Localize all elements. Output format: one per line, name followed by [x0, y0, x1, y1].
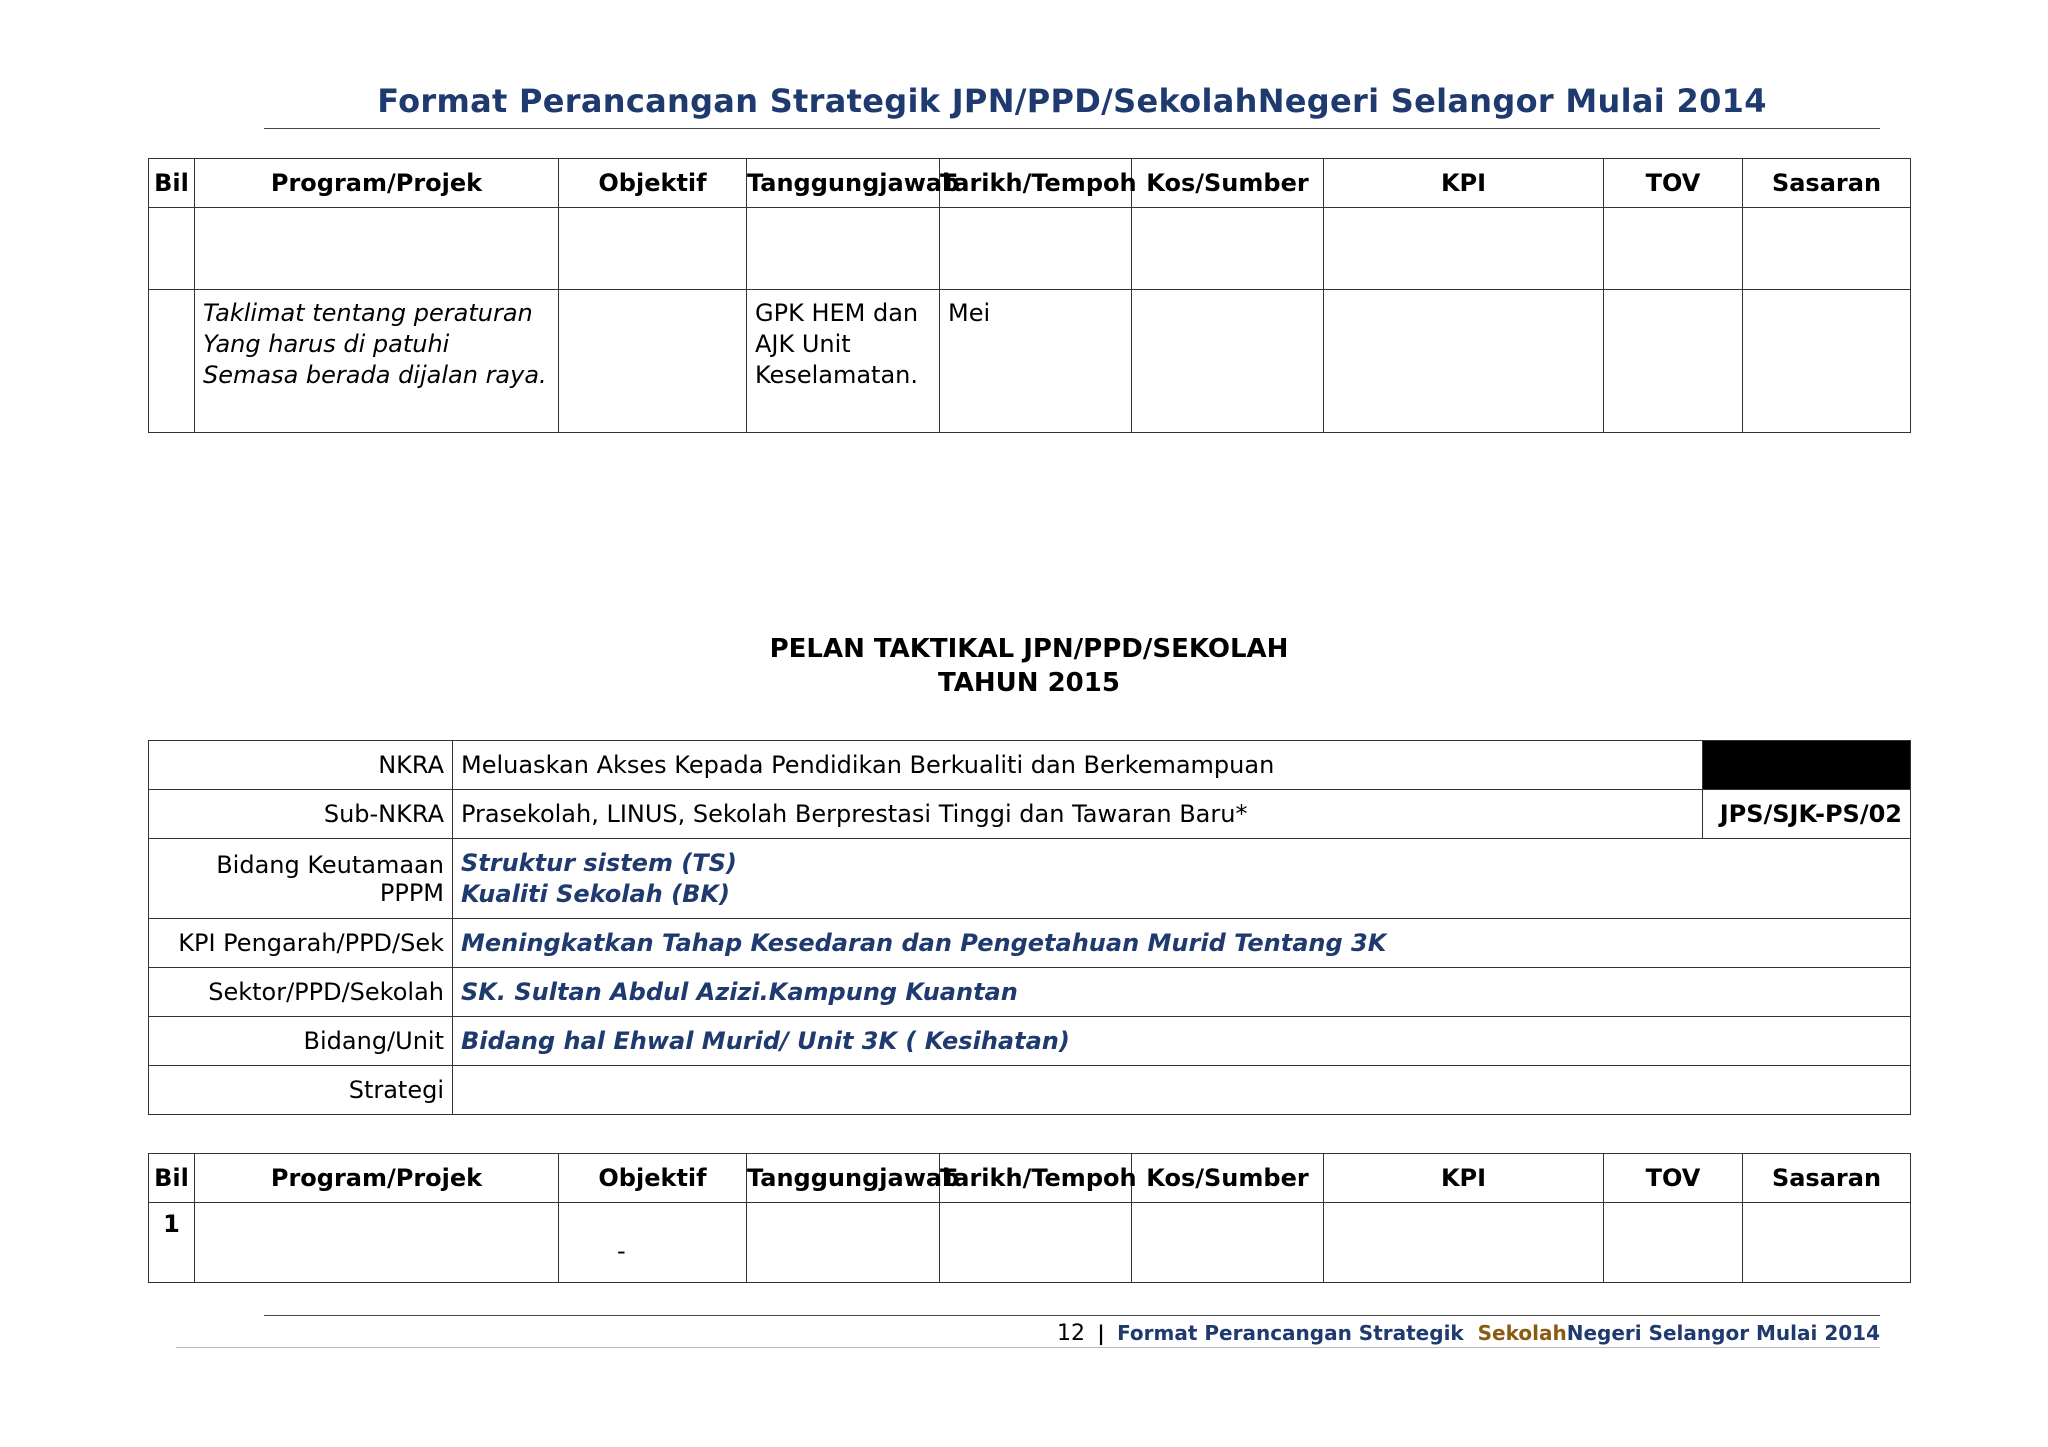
subnkra-value: Prasekolah, LINUS, Sekolah Berprestasi Tinggi dan Tawaran Baru*	[453, 790, 1703, 839]
cell-bil	[149, 1203, 195, 1283]
cell-bil	[149, 290, 195, 433]
col-bil: Bil	[149, 1154, 195, 1203]
footer-text-c: Negeri Selangor Mulai 2014	[1566, 1321, 1880, 1345]
col-kos: Kos/Sumber	[1132, 1154, 1324, 1203]
cell-tov	[1604, 290, 1743, 433]
bidang-value-line2: Kualiti Sekolah (BK)	[461, 879, 730, 908]
cell-objektif	[559, 1203, 747, 1283]
col-tov: TOV	[1604, 159, 1743, 208]
table-header-row	[149, 159, 1911, 208]
col-kpi: KPI	[1324, 1154, 1604, 1203]
info-row-kpi	[149, 919, 1911, 968]
cell-program	[195, 1203, 559, 1283]
strategi-label: Strategi	[149, 1066, 453, 1115]
col-tarikh: Tarikh/Tempoh	[940, 1154, 1132, 1203]
cell-tanggungjawab	[747, 208, 940, 290]
cell-tarikh	[940, 1203, 1132, 1283]
program-line: Yang harus di patuhi	[203, 330, 450, 358]
cell-kpi	[1324, 1203, 1604, 1283]
sektor-label: Sektor/PPD/Sekolah	[149, 968, 453, 1017]
page-number: 12	[1057, 1321, 1086, 1346]
col-sasaran: Sasaran	[1743, 159, 1911, 208]
cell-tanggungjawab	[747, 1203, 940, 1283]
cell-tarikh	[940, 290, 1132, 433]
cell-program	[195, 208, 559, 290]
bidang-value	[453, 839, 1911, 919]
info-row-nkra	[149, 741, 1911, 790]
pelan-title-line2: TAHUN 2015	[938, 668, 1120, 698]
table-header-row	[149, 1154, 1911, 1203]
cell-kos	[1132, 290, 1324, 433]
document-code: JPS/SJK-PS/02	[1703, 790, 1911, 839]
cell-program	[195, 290, 559, 433]
cell-objektif	[559, 208, 747, 290]
info-row-strategi	[149, 1066, 1911, 1115]
col-tanggungjawab: Tanggungjawab	[747, 159, 940, 208]
footer-text-b: Sekolah	[1477, 1321, 1567, 1345]
info-table	[148, 740, 1911, 1115]
info-row-sektor	[149, 968, 1911, 1017]
nkra-value: Meluaskan Akses Kepada Pendidikan Berkualiti dan Berkemampuan	[453, 741, 1703, 790]
header-divider	[264, 128, 1880, 129]
tanggungjawab-line: Keselamatan.	[755, 361, 918, 389]
col-program: Program/Projek	[195, 159, 559, 208]
nkra-label: NKRA	[149, 741, 453, 790]
subnkra-label: Sub-NKRA	[149, 790, 453, 839]
table-row	[149, 290, 1911, 433]
cell-tov	[1604, 208, 1743, 290]
col-kpi: KPI	[1324, 159, 1604, 208]
page-footer	[1057, 1321, 1880, 1346]
kpi-label: KPI Pengarah/PPD/Sek	[149, 919, 453, 968]
bil-value: 1	[163, 1210, 180, 1238]
strategi-value	[453, 1066, 1911, 1115]
footer-divider	[264, 1315, 1880, 1316]
col-tov: TOV	[1604, 1154, 1743, 1203]
cell-kos	[1132, 1203, 1324, 1283]
bidang-value-line1: Struktur sistem (TS)	[461, 848, 737, 877]
col-bil: Bil	[149, 159, 195, 208]
unit-label: Bidang/Unit	[149, 1017, 453, 1066]
footer-underline	[176, 1347, 1880, 1348]
cell-kpi	[1324, 208, 1604, 290]
info-row-unit	[149, 1017, 1911, 1066]
unit-value: Bidang hal Ehwal Murid/ Unit 3K ( Kesihatan)	[453, 1017, 1911, 1066]
table-row	[149, 208, 1911, 290]
cell-tanggungjawab	[747, 290, 940, 433]
col-program: Program/Projek	[195, 1154, 559, 1203]
cell-tarikh	[940, 208, 1132, 290]
cell-objektif	[559, 290, 747, 433]
footer-separator: |	[1097, 1321, 1105, 1345]
cell-tov	[1604, 1203, 1743, 1283]
col-sasaran: Sasaran	[1743, 1154, 1911, 1203]
black-box	[1703, 741, 1911, 790]
tarikh-value: Mei	[948, 299, 991, 327]
col-kos: Kos/Sumber	[1132, 159, 1324, 208]
info-row-subnkra	[149, 790, 1911, 839]
cell-bil	[149, 208, 195, 290]
program-line: Semasa berada dijalan raya.	[203, 361, 547, 389]
program-table-1	[148, 158, 1911, 433]
tanggungjawab-line: AJK Unit	[755, 330, 851, 358]
cell-kpi	[1324, 290, 1604, 433]
sektor-value: SK. Sultan Abdul Azizi.Kampung Kuantan	[453, 968, 1911, 1017]
col-tanggungjawab: Tanggungjawab	[747, 1154, 940, 1203]
info-row-bidang	[149, 839, 1911, 919]
col-tarikh: Tarikh/Tempoh	[940, 159, 1132, 208]
tanggungjawab-line: GPK HEM dan	[755, 299, 919, 327]
cell-sasaran	[1743, 290, 1911, 433]
footer-text-a: Format Perancangan Strategik	[1117, 1321, 1478, 1345]
cell-sasaran	[1743, 1203, 1911, 1283]
objektif-value: -	[617, 1237, 626, 1265]
program-line: Taklimat tentang peraturan	[203, 299, 533, 327]
col-objektif: Objektif	[559, 159, 747, 208]
pelan-taktikal-title	[148, 632, 1910, 700]
cell-kos	[1132, 208, 1324, 290]
pelan-title-line1: PELAN TAKTIKAL JPN/PPD/SEKOLAH	[769, 634, 1289, 664]
page-header-title: Format Perancangan Strategik JPN/PPD/SekolahNegeri Selangor Mulai 2014	[377, 82, 1767, 120]
col-objektif: Objektif	[559, 1154, 747, 1203]
table-row	[149, 1203, 1911, 1283]
program-table-2	[148, 1153, 1911, 1283]
cell-sasaran	[1743, 208, 1911, 290]
bidang-label: Bidang Keutamaan PPPM	[149, 839, 453, 919]
kpi-value: Meningkatkan Tahap Kesedaran dan Pengetahuan Murid Tentang 3K	[453, 919, 1911, 968]
